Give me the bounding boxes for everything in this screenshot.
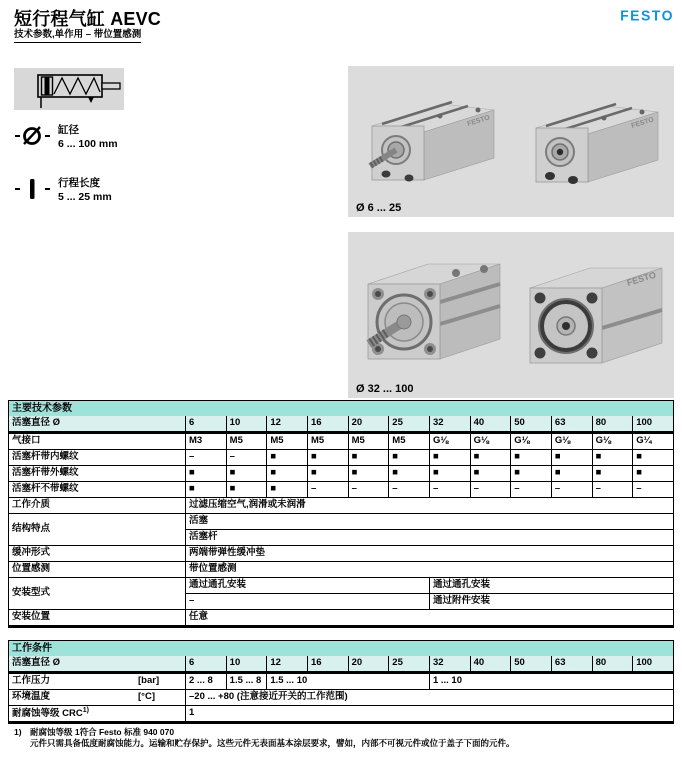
cell: M3 xyxy=(186,433,227,450)
cell: –20 ... +80 (注意接近开关的工作范围) xyxy=(186,690,674,706)
cell: ■ xyxy=(551,466,592,482)
table-title-row xyxy=(9,401,674,417)
photo-caption-large: Ø 32 ... 100 xyxy=(356,383,414,395)
cell: 16 xyxy=(307,416,348,433)
table-title: 工作条件 xyxy=(9,641,674,657)
cell: 通过附件安装 xyxy=(429,594,673,610)
cell: 活塞杆 xyxy=(186,530,674,546)
cell: ■ xyxy=(348,450,389,466)
cell: M5 xyxy=(348,433,389,450)
table-row xyxy=(9,578,674,594)
feature-bore-label: 缸径 xyxy=(58,124,79,136)
cell: – xyxy=(226,450,267,466)
cell: 32 xyxy=(429,656,470,673)
cell: G⅛ xyxy=(551,433,592,450)
cell: 12 xyxy=(267,416,308,433)
feature-stroke-value: 5 ... 25 mm xyxy=(58,191,112,203)
row-label: 结构特点 xyxy=(9,514,186,546)
cell: ■ xyxy=(470,450,511,466)
diameter-header-row xyxy=(9,656,674,673)
row-label: 气接口 xyxy=(9,433,186,450)
cell: – xyxy=(348,482,389,498)
product-photo-panel-large xyxy=(348,232,674,398)
cell: 12 xyxy=(267,656,308,673)
table-row xyxy=(9,673,674,690)
cell: 20 xyxy=(348,416,389,433)
cell: ■ xyxy=(511,450,552,466)
cell: – xyxy=(307,482,348,498)
single-acting-cylinder-symbol-icon xyxy=(14,68,124,110)
cell: 6 xyxy=(186,656,227,673)
cell: M5 xyxy=(389,433,430,450)
cell: 25 xyxy=(389,416,430,433)
cell: – xyxy=(551,482,592,498)
table-row xyxy=(9,610,674,627)
cell: ■ xyxy=(592,450,633,466)
cell: ■ xyxy=(551,450,592,466)
stroke-length-icon xyxy=(14,176,58,207)
cell: – xyxy=(186,450,227,466)
row-label: 活塞杆不带螺纹 xyxy=(9,482,186,498)
product-photo-panel-small xyxy=(348,66,674,217)
table-row xyxy=(9,546,674,562)
svg-text:FESTO: FESTO xyxy=(466,114,491,128)
feature-bore xyxy=(14,123,194,154)
table-row xyxy=(9,498,674,514)
product-photo-large-internal-thread xyxy=(516,244,676,399)
table-row xyxy=(9,690,674,706)
cell: 80 xyxy=(592,656,633,673)
cell: ■ xyxy=(267,482,308,498)
cell: ■ xyxy=(267,466,308,482)
cell: G⅛ xyxy=(470,433,511,450)
cell: 16 xyxy=(307,656,348,673)
cell: 63 xyxy=(551,416,592,433)
table-row xyxy=(9,706,674,723)
row-label: 位置感测 xyxy=(9,562,186,578)
cell: 40 xyxy=(470,416,511,433)
cell: ■ xyxy=(470,466,511,482)
table-row xyxy=(9,482,674,498)
product-photo-large-external-thread xyxy=(354,240,514,395)
diameter-header-row xyxy=(9,416,674,433)
footnote-line1: 耐腐蚀等级 1符合 Festo 标准 940 070 xyxy=(30,727,175,737)
cell: ■ xyxy=(633,450,674,466)
cell: ■ xyxy=(389,466,430,482)
cell: 1.5 ... 8 xyxy=(226,673,267,690)
row-label: 缓冲形式 xyxy=(9,546,186,562)
cell: G⅛ xyxy=(511,433,552,450)
cell: 两端带弹性缓冲垫 xyxy=(186,546,674,562)
row-label: 耐腐蚀等级 CRC$^{1)}$ xyxy=(9,706,186,723)
cell: G⅛ xyxy=(429,433,470,450)
cell: M5 xyxy=(226,433,267,450)
cell: 10 xyxy=(226,656,267,673)
table-row xyxy=(9,433,674,450)
cell: M5 xyxy=(307,433,348,450)
feature-bore-value: 6 ... 100 mm xyxy=(58,138,118,150)
cell: 通过通孔安装 xyxy=(186,578,430,594)
cell: ■ xyxy=(389,450,430,466)
cell: M5 xyxy=(267,433,308,450)
cell: 80 xyxy=(592,416,633,433)
cell: 100 xyxy=(633,656,674,673)
cell: ■ xyxy=(267,450,308,466)
cell: 活塞 xyxy=(186,514,674,530)
cell: 32 xyxy=(429,416,470,433)
cell: 任意 xyxy=(186,610,674,627)
cell: – xyxy=(470,482,511,498)
cell: 1.5 ... 10 xyxy=(267,673,430,690)
cell: ■ xyxy=(429,450,470,466)
table-title-row xyxy=(9,641,674,657)
cell: ■ xyxy=(592,466,633,482)
cell: 6 xyxy=(186,416,227,433)
unit-label: [°C] xyxy=(138,691,155,703)
table-row xyxy=(9,450,674,466)
cell: ■ xyxy=(511,466,552,482)
cell: ■ xyxy=(226,466,267,482)
cell: 1 xyxy=(186,706,674,723)
photo-caption-small: Ø 6 ... 25 xyxy=(356,202,402,214)
table-row xyxy=(9,466,674,482)
table-row xyxy=(9,514,674,530)
cell: 50 xyxy=(511,656,552,673)
product-photo-small-external-thread xyxy=(356,78,506,203)
footnote-line2: 元件只需具备低度耐腐蚀能力。运输和贮存保护。这些元件无表面基本涂层要求，譬如，内部不可视元件或位于盖子下面的元件。 xyxy=(30,738,515,748)
cell: 63 xyxy=(551,656,592,673)
cell: 20 xyxy=(348,656,389,673)
svg-text:FESTO: FESTO xyxy=(630,116,655,130)
cell: – xyxy=(511,482,552,498)
row-label: 活塞杆带内螺纹 xyxy=(9,450,186,466)
cell: 2 ... 8 xyxy=(186,673,227,690)
main-specs-table xyxy=(8,400,674,628)
cell: G¼ xyxy=(633,433,674,450)
cell: ■ xyxy=(307,466,348,482)
table-row xyxy=(9,562,674,578)
svg-text:FESTO: FESTO xyxy=(625,269,658,288)
row-label: 安装型式 xyxy=(9,578,186,610)
cell: 通过通孔安装 xyxy=(429,578,673,594)
row-label: 环境温度 [°C] xyxy=(9,690,186,706)
cell: 10 xyxy=(226,416,267,433)
unit-label: [bar] xyxy=(138,675,160,687)
cell: 100 xyxy=(633,416,674,433)
row-label: 活塞杆带外螺纹 xyxy=(9,466,186,482)
footnote xyxy=(14,727,515,749)
cell: – xyxy=(633,482,674,498)
cylinder-schematic-panel xyxy=(14,68,124,110)
festo-logo: FESTO xyxy=(620,6,674,24)
row-label: 活塞直径 Ø xyxy=(9,656,186,673)
page-title: 短行程气缸 AEVC xyxy=(14,9,162,29)
product-photo-small-internal-thread xyxy=(520,80,670,205)
footnote-marker: 1) xyxy=(14,727,22,737)
cell: ■ xyxy=(307,450,348,466)
page-subtitle: 技术参数,单作用 – 带位置感测 xyxy=(14,26,141,43)
cell: ■ xyxy=(429,466,470,482)
cell: G⅛ xyxy=(592,433,633,450)
cell: 50 xyxy=(511,416,552,433)
cell: 40 xyxy=(470,656,511,673)
cell: 带位置感测 xyxy=(186,562,674,578)
cell: 25 xyxy=(389,656,430,673)
row-label: 工作压力 [bar] xyxy=(9,673,186,690)
footnote-ref: 1) xyxy=(82,707,89,715)
operating-conditions-table xyxy=(8,640,674,724)
row-label: 安装位置 xyxy=(9,610,186,627)
cell: – xyxy=(429,482,470,498)
cell: ■ xyxy=(186,482,227,498)
cell: – xyxy=(389,482,430,498)
cell: ■ xyxy=(186,466,227,482)
cell: ■ xyxy=(226,482,267,498)
cell: 过滤压缩空气,润滑或未润滑 xyxy=(186,498,674,514)
table-title: 主要技术参数 xyxy=(9,401,674,417)
cell: ■ xyxy=(633,466,674,482)
row-label: 工作介质 xyxy=(9,498,186,514)
feature-stroke-label: 行程长度 xyxy=(58,177,100,189)
feature-stroke xyxy=(14,176,194,207)
cell: – xyxy=(592,482,633,498)
diameter-icon xyxy=(14,123,58,154)
cell: ■ xyxy=(348,466,389,482)
row-label: 活塞直径 Ø xyxy=(9,416,186,433)
cell: 1 ... 10 xyxy=(429,673,673,690)
cell: – xyxy=(186,594,430,610)
